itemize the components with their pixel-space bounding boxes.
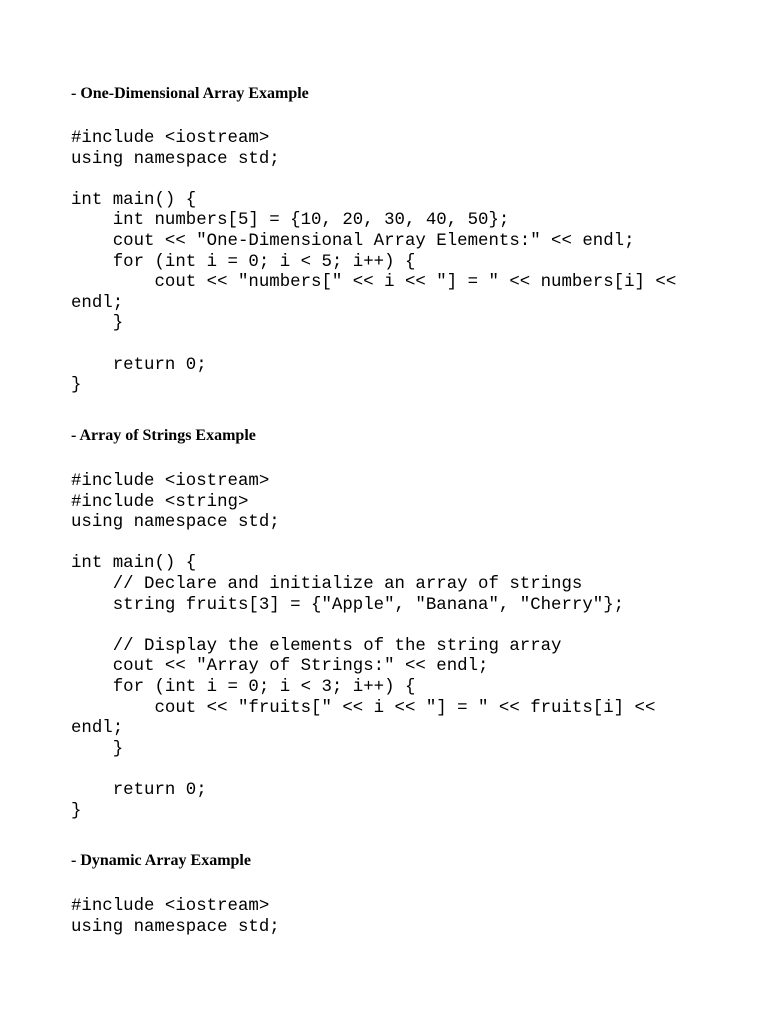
section-heading-array-of-strings: - Array of Strings Example (71, 427, 256, 444)
code-block-array-of-strings: #include <iostream> #include <string> using namespace std; int main() { // Declare and initialize an array of strings string fruits[3] = {"Apple", "Banana", "Cherry"}; // Display the elements of the string array cout << "Array of Strings:" << endl; for (int i = 0; i < 3; i++) { cout << "fruits[" << i << "] = " << fruits[i] << endl; } return 0; } (71, 472, 656, 821)
code-block-one-dimensional-array: #include <iostream> using namespace std; int main() { int numbers[5] = {10, 20, 30, 40, 50}; cout << "One-Dimensional Array Elements:" << endl; for (int i = 0; i < 5; i++) { cout << "numbers[" << i << "] = " << numbers[i] << endl; } return 0; } (71, 129, 677, 396)
code-block-dynamic-array: #include <iostream> using namespace std; (71, 897, 280, 937)
section-heading-dynamic-array: - Dynamic Array Example (71, 852, 251, 869)
section-heading-one-dimensional-array: - One-Dimensional Array Example (71, 85, 309, 102)
